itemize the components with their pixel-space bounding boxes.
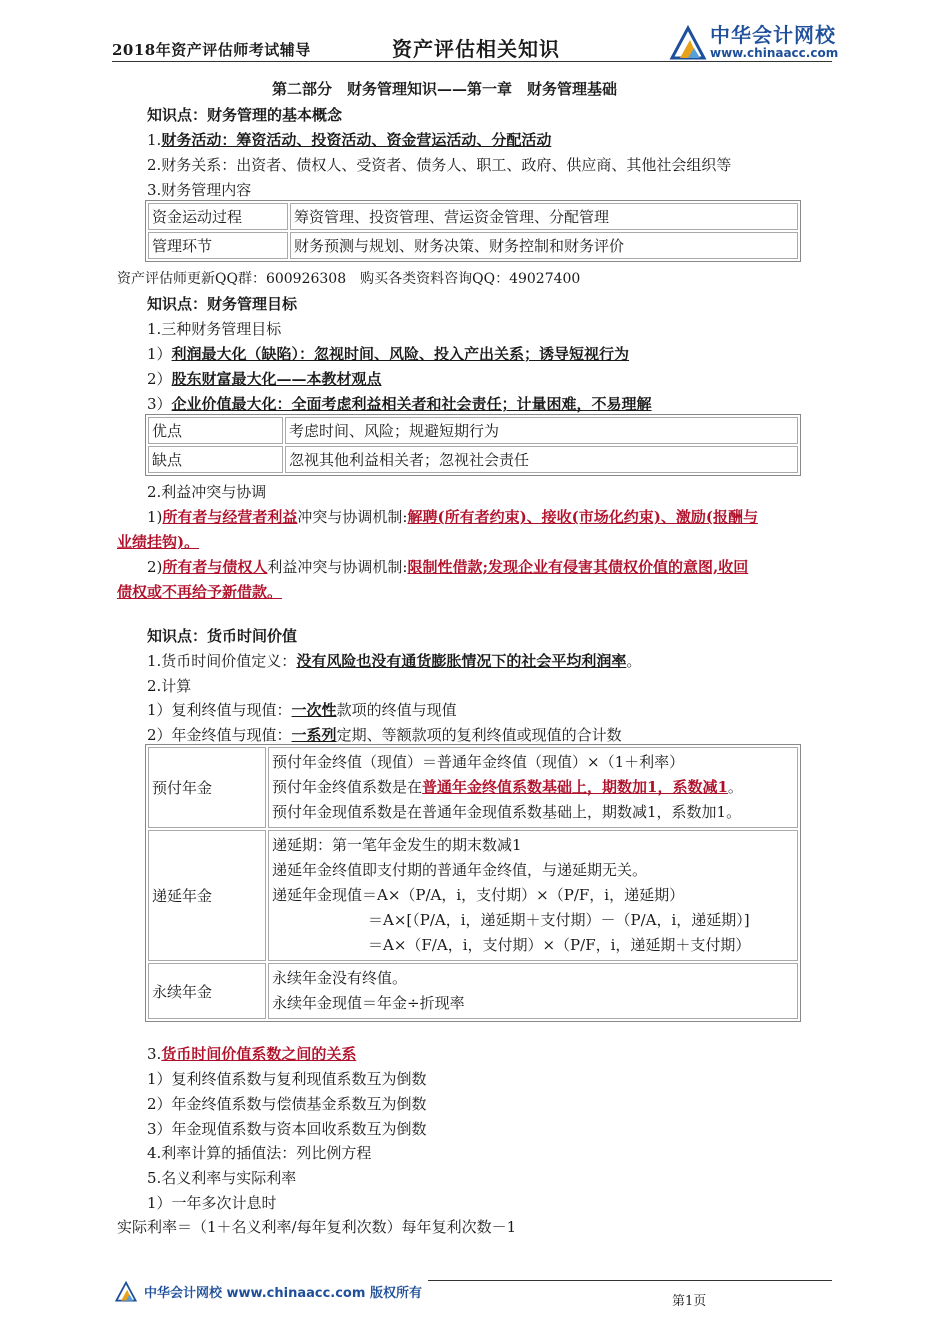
table-row: [148, 203, 798, 230]
item-calculation: 2.计算: [147, 677, 192, 695]
item-time-value-definition: [147, 650, 641, 671]
table-cell: 资金运动过程: [148, 203, 288, 230]
highlight-text: 一系列: [291, 726, 337, 744]
qq-group-info: 资产评估师更新QQ群：600926308 购买各类资料咨询QQ：49027400: [117, 271, 581, 287]
cell-line: ＝A×（F/A，i，支付期）×（P/F，i，递延期＋支付期）: [368, 936, 751, 954]
item-text: 利润最大化（缺陷）：忽视时间、风险、投入产出关系；诱导短视行为: [171, 345, 630, 363]
item-financial-activities: [147, 129, 551, 150]
cell-line: 永续年金没有终值。: [272, 969, 408, 987]
item-number: 1): [147, 508, 163, 526]
site-logo[interactable]: [668, 18, 848, 64]
footer-copyright: [114, 1279, 422, 1303]
table-row: [148, 417, 798, 444]
item-number: 1）: [147, 345, 172, 363]
item-number: 2）: [147, 370, 172, 388]
item-text: 1.货币时间价值定义：: [147, 652, 297, 670]
table-row-perpetual: [148, 963, 798, 1019]
table-cell: 筹资管理、投资管理、营运资金管理、分配管理: [290, 203, 798, 230]
section-heading-management-goals: 知识点：财务管理目标: [147, 295, 298, 313]
cell-line: [272, 775, 794, 800]
section-heading-basic-concepts: 知识点：财务管理的基本概念: [147, 106, 343, 124]
cell-line: 递延期：第一笔年金发生的期末数减1: [272, 836, 522, 854]
conflict-owner-creditor: [147, 556, 748, 577]
item-three-goals: 1.三种财务管理目标: [147, 320, 282, 338]
management-content-table: [145, 200, 801, 262]
item-text: 1）复利终值与现值：: [147, 701, 292, 719]
highlight-text: 没有风险也没有通货膨胀情况下的社会平均利润率: [296, 652, 627, 670]
table-cell-label: 递延年金: [148, 830, 266, 961]
highlight-text: 普通年金终值系数基础上，期数加1，系数减1: [422, 778, 728, 796]
item-text: 2）年金终值与现值：: [147, 726, 292, 744]
cell-line: 预付年金终值（现值）＝普通年金终值（现值）×（1＋利率）: [272, 753, 685, 771]
table-cell-content: [268, 830, 798, 961]
item-number: 3.: [147, 1045, 162, 1063]
logo-url: www.chinaacc.com: [710, 46, 839, 60]
page-title: 第二部分 财务管理知识——第一章 财务管理基础: [272, 80, 618, 98]
section-heading-time-value: 知识点：货币时间价值: [147, 627, 298, 645]
item-compound-value: [147, 699, 457, 720]
table-cell-content: [268, 963, 798, 1019]
highlight-text: 限制性借款;发现企业有侵害其债权价值的意图,收回: [407, 558, 749, 576]
table-row: [148, 446, 798, 473]
item-text: 财务活动：筹资活动、投资活动、资金营运活动、分配活动: [161, 131, 552, 149]
table-cell: 管理环节: [148, 232, 288, 259]
item-text: 。: [727, 778, 743, 796]
cell-line: 递延年金现值＝A×（P/A，i，支付期）×（P/F，i，递延期）: [272, 886, 685, 904]
header-subject-title: 资产评估相关知识: [392, 37, 560, 61]
item-number: 2): [147, 558, 163, 576]
footer-divider: [428, 1280, 832, 1281]
highlight-text: 债权或不再给予新借款。: [117, 583, 283, 601]
table-row-prepaid: [148, 747, 798, 828]
item-text: 利益冲突与协调机制:: [267, 558, 408, 576]
table-cell: 忽视其他利益相关者；忽视社会责任: [285, 446, 798, 473]
cell-line: 递延年金终值即支付期的普通年金终值，与递延期无关。: [272, 861, 648, 879]
table-cell-label: 永续年金: [148, 963, 266, 1019]
goal-shareholder-wealth: [147, 368, 382, 389]
table-cell: 财务预测与规划、财务决策、财务控制和财务评价: [290, 232, 798, 259]
item-management-content: 3.财务管理内容: [147, 181, 252, 199]
item-text: 股东财富最大化——本教材观点: [171, 370, 382, 388]
highlight-text: 解聘(所有者约束)、接收(市场化约束)、激励(报酬与: [407, 508, 758, 526]
item-text: 冲突与协调机制:: [297, 508, 408, 526]
header-divider: [112, 61, 832, 62]
item-number: 3）: [147, 395, 172, 413]
logo-mark-icon: [668, 22, 708, 62]
highlight-text: 所有者与债权人: [162, 558, 268, 576]
header-exam-title: 2018年资产评估师考试辅导: [112, 41, 311, 59]
formula-real-rate: 实际利率＝（1＋名义利率/每年复利次数）每年复利次数－1: [117, 1218, 517, 1236]
item-number: 1.: [147, 131, 162, 149]
cell-line: 永续年金现值＝年金÷折现率: [272, 994, 465, 1012]
footer-text: 中华会计网校 www.chinaacc.com 版权所有: [144, 1286, 422, 1301]
footer-logo-icon: [114, 1279, 138, 1303]
table-cell: 缺点: [148, 446, 283, 473]
conflict-owner-manager: [147, 506, 758, 527]
page-number: 第1页: [672, 1294, 707, 1309]
table-cell: 考虑时间、风险；规避短期行为: [285, 417, 798, 444]
table-row: [148, 232, 798, 259]
pros-cons-table: [145, 414, 801, 476]
item-multiple-compounding: 1）一年多次计息时: [147, 1194, 277, 1212]
item-text: 款项的终值与现值: [336, 701, 457, 719]
relation-3: 3）年金现值系数与资本回收系数互为倒数: [147, 1120, 427, 1138]
highlight-text: 所有者与经营者利益: [162, 508, 298, 526]
item-nominal-real-rate: 5.名义利率与实际利率: [147, 1169, 297, 1187]
table-cell-content: [268, 747, 798, 828]
goal-profit-max: [147, 343, 629, 364]
cell-line: ＝A×[（P/A，i，递延期＋支付期）－（P/A，i，递延期）]: [368, 911, 750, 929]
table-cell: 优点: [148, 417, 283, 444]
item-text: 定期、等额款项的复利终值或现值的合计数: [336, 726, 622, 744]
annuity-table: [145, 744, 801, 1022]
conflict-owner-creditor-cont: [117, 581, 282, 602]
highlight-text: 一次性: [291, 701, 337, 719]
cell-line: 预付年金现值系数是在普通年金现值系数基础上，期数减1，系数加1。: [272, 803, 742, 821]
item-annuity-value: [147, 724, 622, 745]
table-row-deferred: [148, 830, 798, 961]
conflict-owner-manager-cont: [117, 531, 199, 552]
highlight-text: 货币时间价值系数之间的关系: [161, 1045, 357, 1063]
highlight-text: 业绩挂钩)。: [117, 533, 200, 551]
item-coefficient-relations: [147, 1043, 356, 1064]
item-text: 企业价值最大化：全面考虑利益相关者和社会责任；计量困难，不易理解: [171, 395, 652, 413]
item-financial-relations: 2.财务关系：出资者、债权人、受资者、债务人、职工、政府、供应商、其他社会组织等: [147, 156, 732, 174]
relation-2: 2）年金终值系数与偿债基金系数互为倒数: [147, 1095, 427, 1113]
item-text: 。: [626, 652, 642, 670]
goal-enterprise-value: [147, 393, 652, 414]
relation-1: 1）复利终值系数与复利现值系数互为倒数: [147, 1070, 427, 1088]
item-conflict-coordination: 2.利益冲突与协调: [147, 483, 267, 501]
item-interpolation: 4.利率计算的插值法：列比例方程: [147, 1144, 372, 1162]
table-cell-label: 预付年金: [148, 747, 266, 828]
item-text: 预付年金终值系数是在: [272, 778, 423, 796]
logo-text: 中华会计网校: [710, 23, 836, 47]
